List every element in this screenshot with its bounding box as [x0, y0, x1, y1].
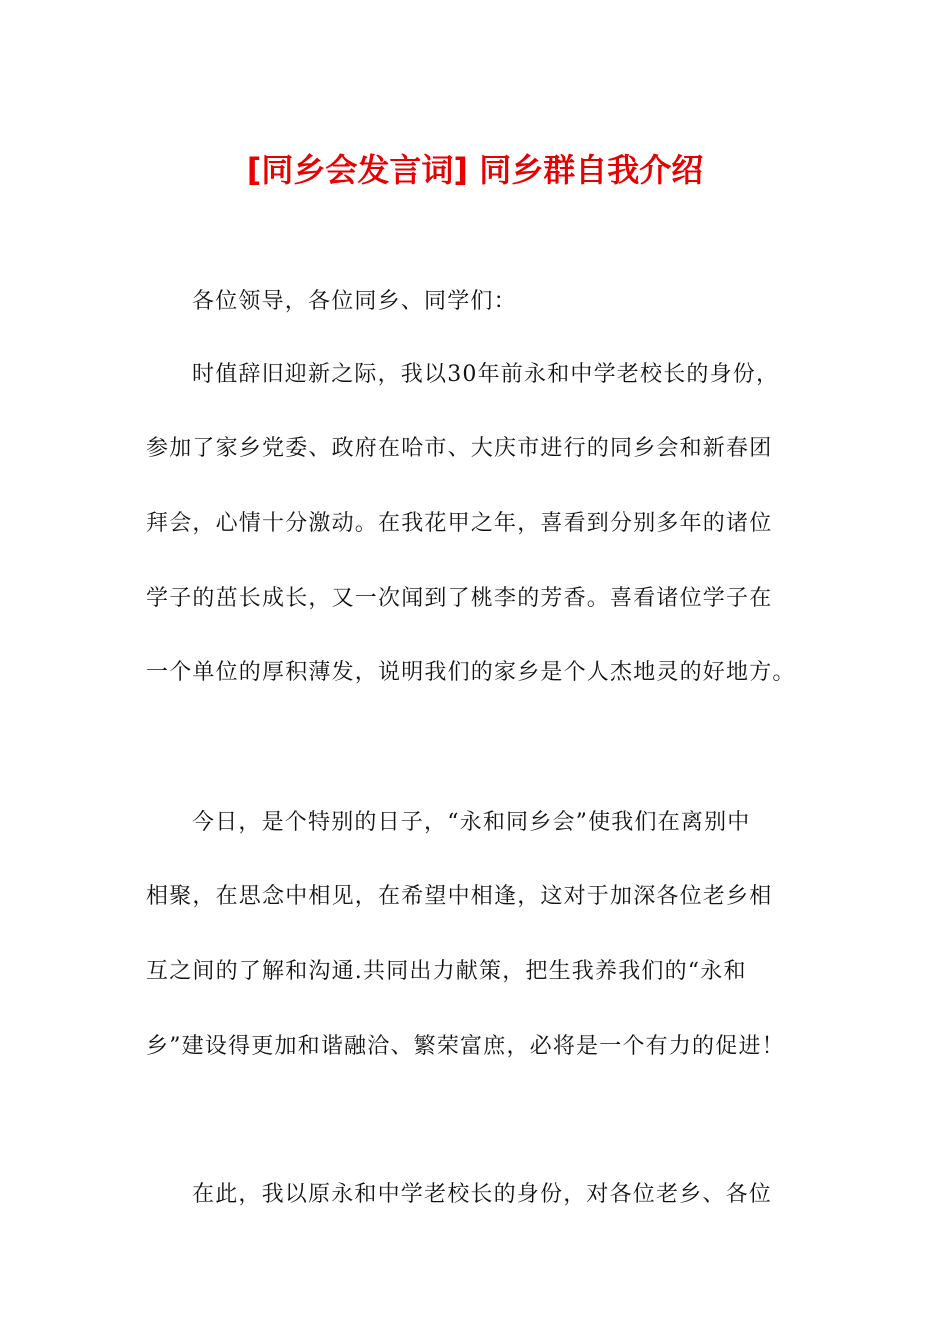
paragraph-line: 今日，是个特别的日子，“永和同乡会”使我们在离别中: [192, 810, 751, 835]
document-title: [同乡会发言词] 同乡群自我介绍: [246, 151, 704, 189]
paragraph-line: 相聚，在思念中相见，在希望中相逢，这对于加深各位老乡相: [146, 884, 773, 909]
paragraph-line: 乡”建设得更加和谐融洽、繁荣富庶，必将是一个有力的促进！: [146, 1034, 785, 1059]
paragraph-line: 一个单位的厚积薄发，说明我们的家乡是个人杰地灵的好地方。: [146, 660, 796, 685]
paragraph-line: 在此，我以原永和中学老校长的身份，对各位老乡、各位: [192, 1182, 773, 1207]
paragraph-line: 互之间的了解和沟通.共同出力献策，把生我养我们的“永和: [146, 959, 747, 984]
paragraph-line: 学子的茁长成长，又一次闻到了桃李的芳香。喜看诸位学子在: [146, 586, 773, 611]
paragraph-line: 时值辞旧迎新之际，我以30年前永和中学老校长的身份，: [192, 362, 780, 387]
paragraph-line: 参加了家乡党委、政府在哈市、大庆市进行的同乡会和新春团: [146, 436, 773, 461]
paragraph-line: 拜会，心情十分激动。在我花甲之年，喜看到分别多年的诸位: [146, 511, 773, 536]
paragraph-line: 各位领导，各位同乡、同学们：: [192, 289, 517, 314]
